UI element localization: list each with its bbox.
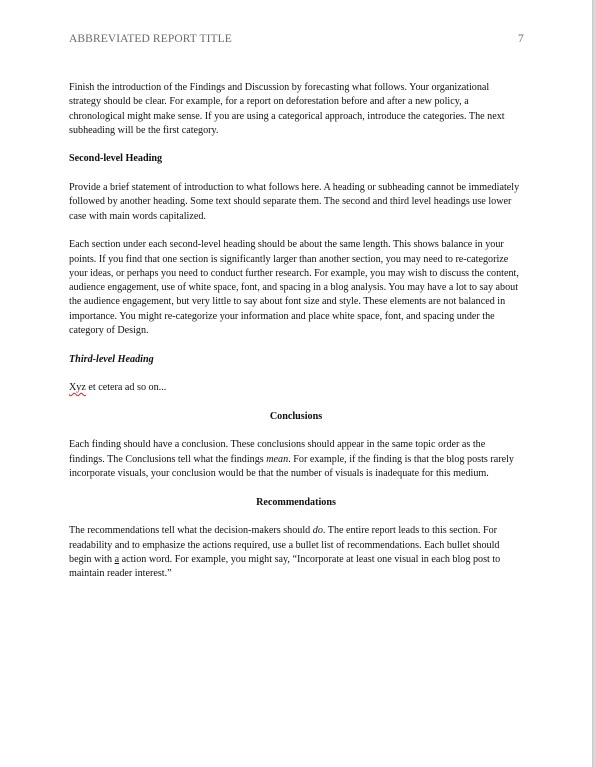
third-level-paragraph <box>69 381 523 395</box>
grammar-flag-word: a <box>114 553 120 565</box>
conclusions-heading: Conclusions <box>269 410 323 422</box>
recommendations-text-start: The recommendations tell what the decision-makers should <box>69 525 313 537</box>
conclusions-emphasis: mean <box>266 453 289 465</box>
second-level-heading: Second-level Heading <box>69 153 163 165</box>
third-level-text: et cetera ad so on... <box>85 382 167 394</box>
misspelled-word: Xyz <box>69 382 86 394</box>
recommendations-text-end: action word. For example, you might say, “Incorporate at least one visual in each blog post to maintain reader interest.” <box>69 553 501 580</box>
second-level-paragraph-1: Provide a brief statement of introduction to what follows here. A heading or subheading cannot be immediately followed by another heading. Some text should separate them. The second and third level headings use lower case with main words capitalized. <box>69 182 520 222</box>
conclusions-text-start: Each finding should have a conclusion. These conclusions should appear in the same topic order as the findings. The Conclusions tell what the findings <box>69 439 486 465</box>
conclusions-text-end: . For example, if the finding is that the blog posts rarely incorporate visuals, your conclusion would be that the number of visuals is inadequate for this medium. <box>69 453 514 480</box>
running-head: ABBREVIATED REPORT TITLE <box>69 33 232 45</box>
page-number: 7 <box>518 33 524 45</box>
recommendations-emphasis: do <box>312 525 323 537</box>
recommendations-paragraph <box>69 524 523 581</box>
conclusions-paragraph <box>69 438 523 481</box>
third-level-heading: Third-level Heading <box>69 353 154 365</box>
intro-paragraph: Finish the introduction of the Findings and Discussion by forecasting what follows. Your organizational strategy should be clear. For example, for a report on deforestation before and after a new policy, a chronological might make sense. If you are using a categorical approach, introduce the categories. The next subheading will be the first category. <box>69 82 505 136</box>
second-level-paragraph-2: Each section under each second-level heading should be about the same length. This shows balance in your points. If you find that one section is significantly larger than another section, you may need to re-categorize your ideas, or perhaps you need to conduct further research. For example, you may wish to discuss the content, audience engagement, use of white space, font, and spacing in a blog analysis. You may have a lot to say about the audience engagement, but very little to say about font size and style. These elements are not balanced in importance. You might re-categorize your information and place white space, font, and spacing under the category of Design. <box>69 239 519 337</box>
document-body <box>69 81 523 596</box>
recommendations-text-mid: . The entire report leads to this section. For readability and to emphasize the actions required, use a bullet list of recommendations. Each bullet should begin with <box>69 525 500 565</box>
recommendations-heading: Recommendations <box>256 496 336 508</box>
